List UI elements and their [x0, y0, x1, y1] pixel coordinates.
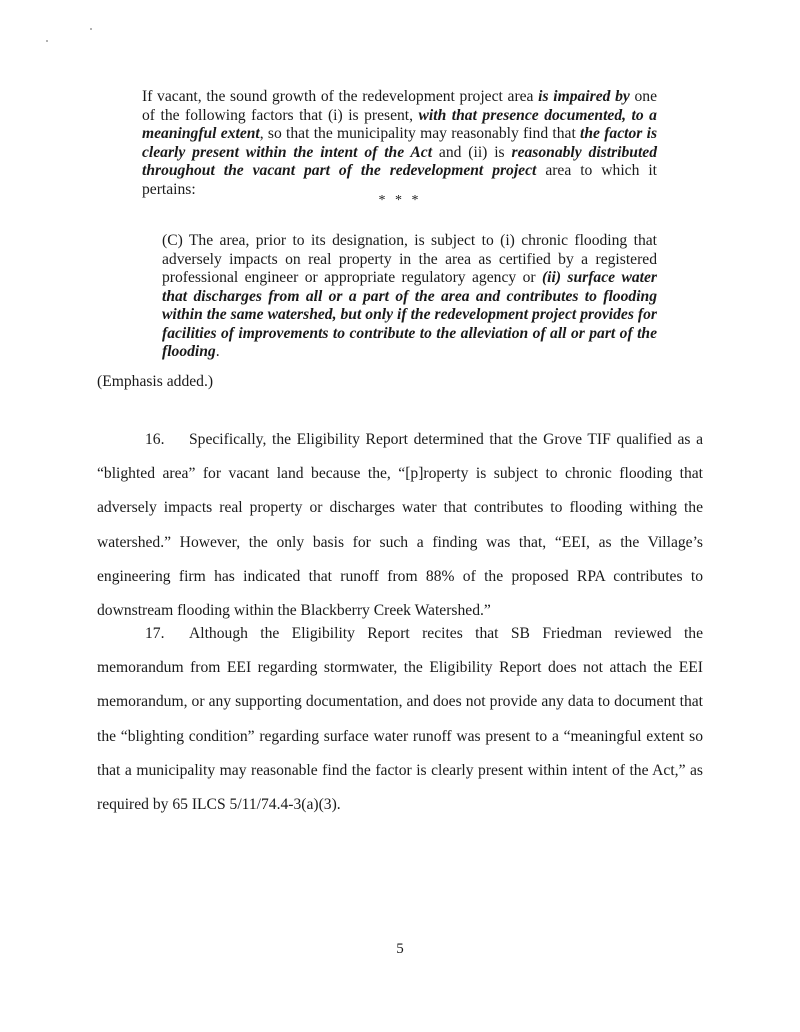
quote-seg-4: , so that the municipality may reasonably find that [259, 125, 581, 142]
sub-seg-1: (ii) surface water that discharges from all or a part of the area and contributes to flooding within the same watershed, but only if the redevelopment project provides for facilities of improvements to contribute to the alleviation of all or part of the flooding [162, 269, 657, 360]
scan-artifact [90, 28, 92, 30]
quote-seg-5: the factor is clearly present within the intent of the Act [142, 125, 658, 161]
scan-artifact [46, 40, 48, 42]
quote-seg-2: one of the following factors that (i) is present, [142, 88, 658, 124]
quote-seg-8: area to which it pertains: [142, 162, 657, 198]
paragraph-16 [97, 423, 703, 628]
statute-subsection-c [162, 232, 657, 362]
statute-quote [142, 88, 657, 199]
ellipsis-stars: * * * [378, 193, 422, 208]
paragraph-number: 16. [145, 431, 165, 448]
sub-seg-0: (C) The area, prior to its designation, is subject to (i) chronic flooding that adversely impacts on real property in the area as certified by a registered professional engineer or appropriate regulatory agency or [162, 232, 657, 286]
paragraph-number: 17. [145, 625, 165, 642]
quote-seg-1: is impaired by [538, 88, 630, 105]
quote-seg-6: and (ii) is [432, 143, 512, 161]
emphasis-note: (Emphasis added.) [97, 373, 214, 390]
page-number: 5 [396, 941, 404, 957]
sub-seg-2: . [215, 343, 220, 360]
quote-seg-0: If vacant, the sound growth of the redevelopment project area [142, 88, 539, 105]
paragraph-text: Although the Eligibility Report recites that SB Friedman reviewed the memorandum from EEI regarding stormwater, the Eligibility Report does not attach the EEI memorandum, or any supporting documentation, and does not provide any data to document that the “blighting condition” regarding surface water runoff was present to a “meaningful extent so that a municipality may reasonable find the factor is clearly present within intent of the Act,” as required by 65 ILCS 5/11/74.4-3(a)(3). [97, 625, 703, 814]
quote-seg-3: with that presence documented, to a meaningful extent [142, 106, 657, 142]
paragraph-text: Specifically, the Eligibility Report determined that the Grove TIF qualified as a “blighted area” for vacant land because the, “[p]roperty is subject to chronic flooding that adversely impacts real property or discharges water that contributes to flooding withing the watershed.” However, the only basis for such a finding was that, “EEI, as the Village’s engineering firm has indicated that runoff from 88% of the proposed RPA contributes to downstream flooding within the Blackberry Creek Watershed.” [97, 431, 703, 620]
paragraph-17 [97, 617, 703, 822]
quote-seg-7: reasonably distributed throughout the vacant part of the redevelopment project [142, 143, 657, 179]
